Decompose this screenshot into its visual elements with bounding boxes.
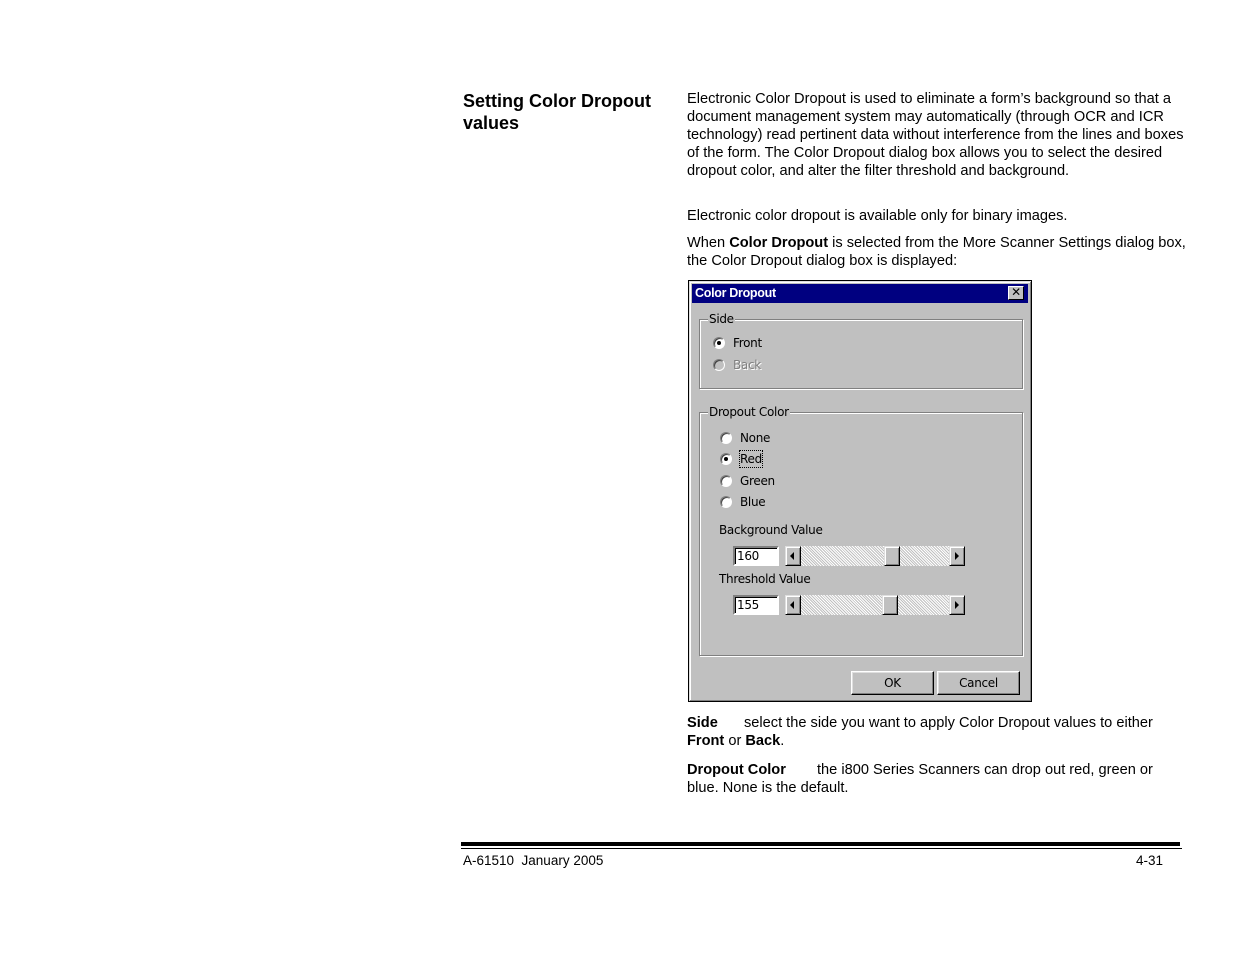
color-dropout-dialog	[688, 280, 1032, 702]
dropout-color-term: Dropout Color	[687, 762, 786, 778]
side-term: Side	[687, 715, 718, 731]
binary-note-paragraph: Electronic color dropout is available only for binary images.	[687, 208, 1068, 224]
scroll-left-arrow-icon[interactable]	[785, 546, 801, 566]
scroll-right-arrow-icon[interactable]	[949, 595, 965, 615]
side-definition	[687, 714, 1187, 750]
background-value-label: Background Value	[719, 523, 823, 537]
radio-red-label: Red	[740, 452, 762, 466]
dialog-intro-bold: Color Dropout	[729, 235, 829, 251]
dropout-color-definition	[687, 761, 1187, 797]
footer-rule-thin	[461, 848, 1182, 849]
dropout-color-desc: the i800 Series Scanners can drop out red, green or blue. None is the default.	[687, 762, 1153, 796]
footer-document-id: A-61510 January 2005	[463, 853, 604, 868]
side-front-term: Front	[687, 733, 725, 749]
cancel-button[interactable]: Cancel	[937, 671, 1020, 695]
threshold-value-input[interactable]: 155	[733, 595, 779, 615]
side-end: .	[780, 733, 785, 749]
dialog-intro-paragraph	[687, 234, 1187, 270]
scroll-right-arrow-icon[interactable]	[949, 546, 965, 566]
radio-front-circle[interactable]	[713, 337, 725, 349]
dialog-intro-post: is selected from the More Scanner Settings dialog box, the Color Dropout dialog box is displayed:	[687, 235, 1186, 269]
radio-red-circle[interactable]	[720, 453, 732, 465]
footer-page-number: 4-31	[1136, 853, 1164, 868]
footer-rule	[461, 842, 1180, 846]
radio-none-label: None	[740, 431, 771, 445]
threshold-slider-thumb[interactable]	[882, 595, 898, 615]
side-or: or	[724, 733, 746, 749]
radio-green-circle[interactable]	[720, 475, 732, 487]
side-group-label: Side	[709, 312, 734, 326]
close-icon[interactable]: ✕	[1008, 286, 1024, 300]
side-desc: select the side you want to apply Color Dropout values to either	[744, 715, 1153, 731]
dropout-color-group-label: Dropout Color	[709, 405, 789, 419]
dialog-titlebar	[692, 284, 1028, 303]
side-groupbox	[699, 312, 1023, 389]
side-back-term: Back	[745, 733, 781, 749]
radio-back-circle	[713, 359, 725, 371]
background-slider-thumb[interactable]	[884, 546, 900, 566]
dialog-title: Color Dropout	[695, 286, 776, 300]
radio-blue-label: Blue	[740, 495, 766, 509]
background-value-slider[interactable]	[785, 546, 965, 566]
intro-paragraph: Electronic Color Dropout is used to eliminate a form’s background so that a document management system may automatically (through OCR and ICR technology) read pertinent data without interference from the lines and boxes of the form. The Color Dropout dialog box allows you to select the desired dropout color, and alter the filter threshold and background.	[687, 91, 1184, 179]
threshold-value-label: Threshold Value	[719, 572, 811, 586]
dialog-intro-pre: When	[687, 235, 730, 251]
section-heading: Setting Color Dropout values	[463, 91, 651, 133]
scroll-left-arrow-icon[interactable]	[785, 595, 801, 615]
threshold-value-slider[interactable]	[785, 595, 965, 615]
radio-front-label: Front	[733, 336, 762, 350]
radio-blue-circle[interactable]	[720, 496, 732, 508]
ok-button[interactable]: OK	[851, 671, 934, 695]
background-value-input[interactable]: 160	[733, 546, 779, 566]
radio-green-label: Green	[740, 474, 775, 488]
radio-none-circle[interactable]	[720, 432, 732, 444]
radio-back-label: Back	[733, 358, 761, 372]
dropout-color-groupbox	[699, 405, 1023, 656]
